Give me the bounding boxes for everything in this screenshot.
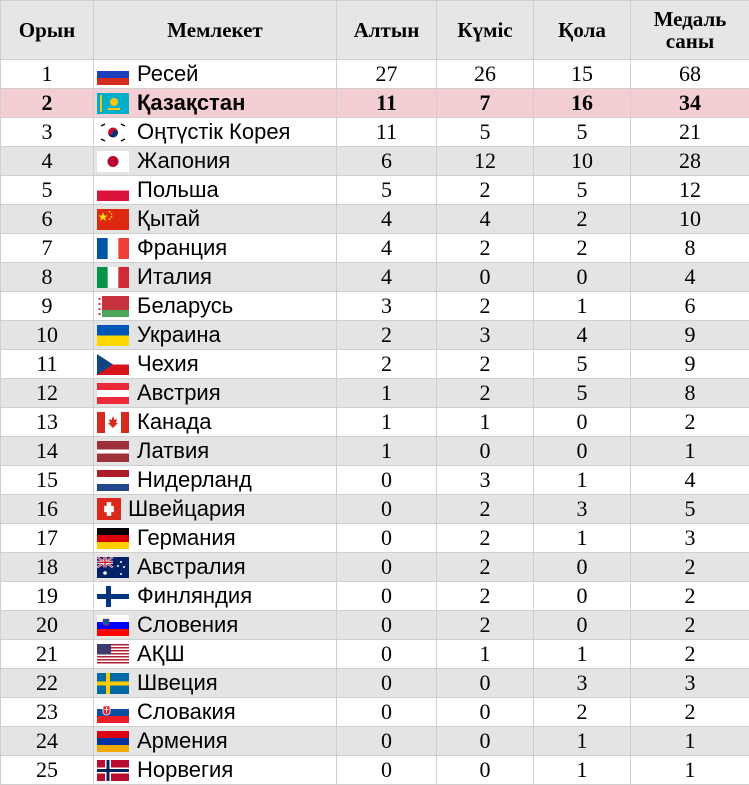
country-cell — [94, 379, 337, 408]
kazakhstan-flag — [97, 93, 129, 114]
gold-cell: 5 — [337, 176, 437, 205]
bronze-cell: 0 — [534, 553, 631, 582]
header-total-line2: саны — [631, 30, 749, 52]
silver-cell: 0 — [437, 698, 534, 727]
bronze-cell: 1 — [534, 292, 631, 321]
bronze-cell: 1 — [534, 466, 631, 495]
silver-cell: 0 — [437, 756, 534, 785]
rank-cell: 25 — [1, 756, 94, 785]
country-cell — [94, 147, 337, 176]
rank-cell: 8 — [1, 263, 94, 292]
china-flag — [97, 209, 129, 230]
bronze-cell: 1 — [534, 727, 631, 756]
rank-cell: 3 — [1, 118, 94, 147]
table-row — [1, 669, 749, 698]
gold-cell: 1 — [337, 379, 437, 408]
bronze-cell: 5 — [534, 350, 631, 379]
silver-cell: 2 — [437, 379, 534, 408]
rank-cell: 23 — [1, 698, 94, 727]
silver-cell: 3 — [437, 321, 534, 350]
bronze-cell: 5 — [534, 118, 631, 147]
header-total-line1: Медаль — [631, 8, 749, 30]
table-row — [1, 379, 749, 408]
table-row — [1, 205, 749, 234]
gold-cell: 4 — [337, 234, 437, 263]
total-cell: 21 — [631, 118, 749, 147]
header-gold: Алтын — [337, 1, 437, 60]
country-name: Қытай — [137, 205, 200, 233]
country-cell — [94, 234, 337, 263]
gold-cell: 6 — [337, 147, 437, 176]
country-name: Беларусь — [137, 292, 233, 320]
country-cell — [94, 553, 337, 582]
bronze-cell: 0 — [534, 582, 631, 611]
bronze-cell: 15 — [534, 60, 631, 89]
rank-cell: 17 — [1, 524, 94, 553]
belarus-flag — [97, 296, 129, 317]
russia-flag — [97, 64, 129, 85]
gold-cell: 0 — [337, 553, 437, 582]
sweden-flag — [97, 673, 129, 694]
country-name: Канада — [137, 408, 212, 436]
silver-cell: 2 — [437, 176, 534, 205]
table-row — [1, 698, 749, 727]
country-name: Армения — [137, 727, 228, 755]
table-row — [1, 118, 749, 147]
country-cell — [94, 292, 337, 321]
country-name: Словения — [137, 611, 238, 639]
silver-cell: 2 — [437, 524, 534, 553]
table-row — [1, 640, 749, 669]
country-cell — [94, 669, 337, 698]
silver-cell: 0 — [437, 437, 534, 466]
country-cell — [94, 524, 337, 553]
rank-cell: 2 — [1, 89, 94, 118]
italy-flag — [97, 267, 129, 288]
gold-cell: 27 — [337, 60, 437, 89]
gold-cell: 1 — [337, 408, 437, 437]
armenia-flag — [97, 731, 129, 752]
rank-cell: 18 — [1, 553, 94, 582]
gold-cell: 2 — [337, 350, 437, 379]
country-name: Украина — [137, 321, 221, 349]
country-name: Германия — [137, 524, 236, 552]
table-row — [1, 553, 749, 582]
country-name: Швейцария — [128, 495, 245, 523]
total-cell: 3 — [631, 669, 749, 698]
rank-cell: 21 — [1, 640, 94, 669]
table-row — [1, 756, 749, 785]
rank-cell: 13 — [1, 408, 94, 437]
total-cell: 4 — [631, 263, 749, 292]
total-cell: 2 — [631, 582, 749, 611]
total-cell: 2 — [631, 408, 749, 437]
total-cell: 1 — [631, 756, 749, 785]
country-cell — [94, 611, 337, 640]
gold-cell: 0 — [337, 669, 437, 698]
country-cell — [94, 321, 337, 350]
slovenia-flag — [97, 615, 129, 636]
country-cell — [94, 466, 337, 495]
netherlands-flag — [97, 470, 129, 491]
country-cell — [94, 408, 337, 437]
bronze-cell: 1 — [534, 640, 631, 669]
country-cell — [94, 582, 337, 611]
rank-cell: 22 — [1, 669, 94, 698]
country-cell — [94, 437, 337, 466]
silver-cell: 2 — [437, 582, 534, 611]
latvia-flag — [97, 441, 129, 462]
table-row — [1, 147, 749, 176]
usa-flag — [97, 644, 129, 665]
header-country: Мемлекет — [94, 1, 337, 60]
table-row — [1, 495, 749, 524]
gold-cell: 2 — [337, 321, 437, 350]
total-cell: 3 — [631, 524, 749, 553]
table-row — [1, 466, 749, 495]
rank-cell: 6 — [1, 205, 94, 234]
silver-cell: 5 — [437, 118, 534, 147]
country-name: Словакия — [137, 698, 236, 726]
silver-cell: 26 — [437, 60, 534, 89]
total-cell: 1 — [631, 727, 749, 756]
country-name: Норвегия — [137, 756, 233, 784]
total-cell: 2 — [631, 553, 749, 582]
country-cell — [94, 727, 337, 756]
gold-cell: 11 — [337, 118, 437, 147]
switzerland-flag — [97, 498, 121, 520]
poland-flag — [97, 180, 129, 201]
table-row — [1, 408, 749, 437]
gold-cell: 0 — [337, 495, 437, 524]
country-name: Австрия — [137, 379, 221, 407]
country-cell — [94, 350, 337, 379]
bronze-cell: 0 — [534, 611, 631, 640]
bronze-cell: 1 — [534, 756, 631, 785]
country-name: Швеция — [137, 669, 218, 697]
table-row — [1, 89, 749, 118]
table-header — [1, 1, 749, 60]
total-cell: 12 — [631, 176, 749, 205]
country-name: Франция — [137, 234, 227, 262]
gold-cell: 0 — [337, 582, 437, 611]
gold-cell: 4 — [337, 263, 437, 292]
total-cell: 6 — [631, 292, 749, 321]
total-cell: 9 — [631, 350, 749, 379]
rank-cell: 5 — [1, 176, 94, 205]
silver-cell: 2 — [437, 495, 534, 524]
total-cell: 10 — [631, 205, 749, 234]
country-cell — [94, 640, 337, 669]
table-row — [1, 350, 749, 379]
rank-cell: 19 — [1, 582, 94, 611]
rank-cell: 16 — [1, 495, 94, 524]
rank-cell: 7 — [1, 234, 94, 263]
bronze-cell: 2 — [534, 205, 631, 234]
gold-cell: 0 — [337, 727, 437, 756]
bronze-cell: 1 — [534, 524, 631, 553]
canada-flag — [97, 412, 129, 433]
country-name: Нидерланд — [137, 466, 252, 494]
austria-flag — [97, 383, 129, 404]
bronze-cell: 4 — [534, 321, 631, 350]
rank-cell: 12 — [1, 379, 94, 408]
gold-cell: 0 — [337, 756, 437, 785]
gold-cell: 0 — [337, 698, 437, 727]
gold-cell: 0 — [337, 466, 437, 495]
germany-flag — [97, 528, 129, 549]
total-cell: 4 — [631, 466, 749, 495]
total-cell: 2 — [631, 640, 749, 669]
rank-cell: 4 — [1, 147, 94, 176]
silver-cell: 1 — [437, 640, 534, 669]
bronze-cell: 5 — [534, 176, 631, 205]
total-cell: 68 — [631, 60, 749, 89]
bronze-cell: 16 — [534, 89, 631, 118]
silver-cell: 2 — [437, 611, 534, 640]
bronze-cell: 0 — [534, 263, 631, 292]
rank-cell: 9 — [1, 292, 94, 321]
header-rank: Орын — [1, 1, 94, 60]
rank-cell: 1 — [1, 60, 94, 89]
country-name: Жапония — [137, 147, 230, 175]
table-row — [1, 263, 749, 292]
table-body — [1, 60, 749, 785]
header-total — [631, 1, 749, 60]
finland-flag — [97, 586, 129, 607]
rank-cell: 15 — [1, 466, 94, 495]
france-flag — [97, 238, 129, 259]
gold-cell: 4 — [337, 205, 437, 234]
gold-cell: 1 — [337, 437, 437, 466]
country-name: АҚШ — [137, 640, 185, 668]
silver-cell: 0 — [437, 669, 534, 698]
country-cell — [94, 205, 337, 234]
total-cell: 5 — [631, 495, 749, 524]
gold-cell: 0 — [337, 524, 437, 553]
table-row — [1, 727, 749, 756]
south-korea-flag — [97, 122, 129, 143]
gold-cell: 11 — [337, 89, 437, 118]
silver-cell: 12 — [437, 147, 534, 176]
country-cell — [94, 60, 337, 89]
bronze-cell: 3 — [534, 495, 631, 524]
silver-cell: 2 — [437, 234, 534, 263]
country-cell — [94, 89, 337, 118]
country-name: Ресей — [137, 60, 198, 88]
table-row — [1, 611, 749, 640]
header-silver: Күміс — [437, 1, 534, 60]
bronze-cell: 2 — [534, 698, 631, 727]
gold-cell: 3 — [337, 292, 437, 321]
rank-cell: 11 — [1, 350, 94, 379]
bronze-cell: 0 — [534, 437, 631, 466]
country-cell — [94, 756, 337, 785]
total-cell: 8 — [631, 234, 749, 263]
gold-cell: 0 — [337, 640, 437, 669]
country-name: Чехия — [137, 350, 199, 378]
bronze-cell: 2 — [534, 234, 631, 263]
rank-cell: 24 — [1, 727, 94, 756]
table-row — [1, 582, 749, 611]
country-name: Италия — [137, 263, 212, 291]
table-row — [1, 176, 749, 205]
japan-flag — [97, 151, 129, 172]
bronze-cell: 10 — [534, 147, 631, 176]
total-cell: 8 — [631, 379, 749, 408]
australia-flag — [97, 557, 129, 578]
country-name: Латвия — [137, 437, 209, 465]
silver-cell: 0 — [437, 263, 534, 292]
silver-cell: 2 — [437, 350, 534, 379]
silver-cell: 0 — [437, 727, 534, 756]
silver-cell: 1 — [437, 408, 534, 437]
rank-cell: 14 — [1, 437, 94, 466]
total-cell: 2 — [631, 698, 749, 727]
rank-cell: 10 — [1, 321, 94, 350]
bronze-cell: 5 — [534, 379, 631, 408]
header-row — [1, 1, 749, 60]
norway-flag — [97, 760, 129, 781]
country-cell — [94, 698, 337, 727]
total-cell: 28 — [631, 147, 749, 176]
silver-cell: 2 — [437, 553, 534, 582]
total-cell: 2 — [631, 611, 749, 640]
silver-cell: 4 — [437, 205, 534, 234]
czechia-flag — [97, 354, 129, 375]
country-cell — [94, 176, 337, 205]
total-cell: 9 — [631, 321, 749, 350]
bronze-cell: 3 — [534, 669, 631, 698]
table-row — [1, 234, 749, 263]
silver-cell: 2 — [437, 292, 534, 321]
table-row — [1, 437, 749, 466]
bronze-cell: 0 — [534, 408, 631, 437]
country-name: Польша — [137, 176, 219, 204]
slovakia-flag — [97, 702, 129, 723]
silver-cell: 3 — [437, 466, 534, 495]
total-cell: 34 — [631, 89, 749, 118]
country-cell — [94, 118, 337, 147]
table-row — [1, 60, 749, 89]
table-row — [1, 292, 749, 321]
total-cell: 1 — [631, 437, 749, 466]
header-bronze: Қола — [534, 1, 631, 60]
table-row — [1, 321, 749, 350]
gold-cell: 0 — [337, 611, 437, 640]
country-name: Оңтүстік Корея — [137, 118, 290, 146]
ukraine-flag — [97, 325, 129, 346]
country-cell — [94, 263, 337, 292]
country-name: Финляндия — [137, 582, 252, 610]
country-name: Қазақстан — [137, 89, 245, 117]
country-name: Австралия — [137, 553, 246, 581]
table-row — [1, 524, 749, 553]
rank-cell: 20 — [1, 611, 94, 640]
country-cell — [94, 495, 337, 524]
silver-cell: 7 — [437, 89, 534, 118]
